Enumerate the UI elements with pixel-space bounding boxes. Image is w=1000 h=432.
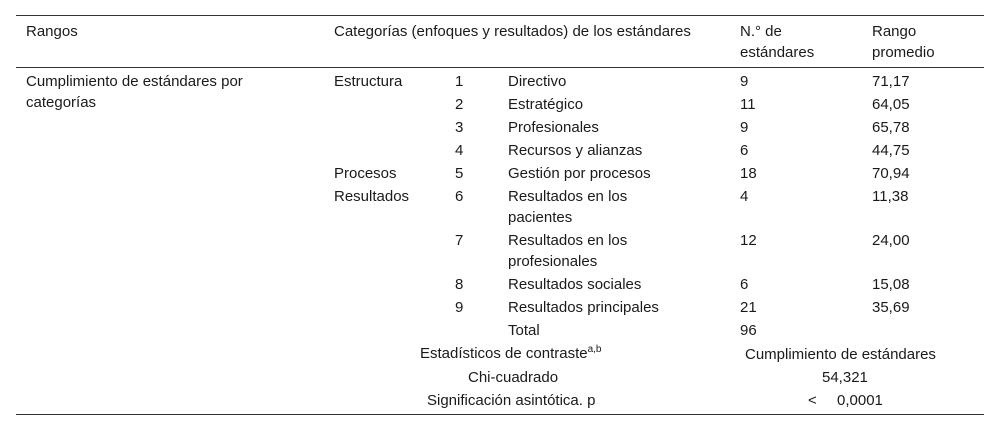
row-n-standards: 9 xyxy=(740,119,749,136)
sig-label: Significación asintótica. p xyxy=(427,392,596,409)
row-n-standards: 11 xyxy=(740,96,756,113)
row-number: 9 xyxy=(455,299,464,316)
row-name: Resultados sociales xyxy=(508,276,642,293)
row-name: Recursos y alianzas xyxy=(508,142,643,159)
row-number: 3 xyxy=(455,119,464,136)
row-n-standards: 21 xyxy=(740,299,757,316)
header-rule xyxy=(16,67,984,68)
bottom-rule xyxy=(16,414,984,415)
row-n-standards: 6 xyxy=(740,142,749,159)
row-rango: 15,08 xyxy=(872,276,910,293)
row-rango: 64,05 xyxy=(872,96,910,113)
row-number: 1 xyxy=(455,73,464,90)
row-number: 4 xyxy=(455,142,464,159)
row-rango: 11,38 xyxy=(872,188,909,205)
group-label: Cumplimiento de estándares por categorías xyxy=(26,73,243,111)
row-name: Directivo xyxy=(508,73,567,90)
total-n: 96 xyxy=(740,322,757,339)
sig-symbol: < xyxy=(808,392,817,409)
row-number: 2 xyxy=(455,96,464,113)
row-n-standards: 18 xyxy=(740,165,757,182)
row-n-standards: 6 xyxy=(740,276,749,293)
sig-value: 0,0001 xyxy=(837,392,883,409)
stats-title-text: Estadísticos de contraste xyxy=(420,345,588,362)
stats-column: Cumplimiento de estándares xyxy=(745,346,936,363)
chi-value: 54,321 xyxy=(822,369,868,386)
stats-title-sup: a,b xyxy=(587,344,602,355)
row-number: 7 xyxy=(455,232,464,249)
row-n-standards: 4 xyxy=(740,188,749,205)
row-name: Gestión por procesos xyxy=(508,165,651,182)
header-rango-promedio: Rango promedio xyxy=(872,23,935,61)
row-rango: 35,69 xyxy=(872,299,910,316)
header-rangos: Rangos xyxy=(26,23,78,40)
row-n-standards: 12 xyxy=(740,232,757,249)
header-categorias: Categorías (enfoques y resultados) de los estándares xyxy=(334,23,691,40)
chi-label: Chi-cuadrado xyxy=(468,369,559,386)
row-rango: 24,00 xyxy=(872,232,910,249)
total-label: Total xyxy=(508,322,540,339)
row-name: Resultados en los profesionales xyxy=(508,232,628,270)
row-rango: 65,78 xyxy=(872,119,910,136)
row-rango: 44,75 xyxy=(872,142,910,159)
row-n-standards: 9 xyxy=(740,73,749,90)
header-n-estandares: N.° de estándares xyxy=(740,23,815,61)
category-procesos: Procesos xyxy=(334,165,397,182)
row-name: Estratégico xyxy=(508,96,584,113)
row-name: Profesionales xyxy=(508,119,599,136)
row-rango: 70,94 xyxy=(872,165,910,182)
category-resultados: Resultados xyxy=(334,188,410,205)
row-name: Resultados en los pacientes xyxy=(508,188,628,226)
category-estructura: Estructura xyxy=(334,73,403,90)
row-name: Resultados principales xyxy=(508,299,659,316)
row-rango: 71,17 xyxy=(872,73,910,90)
row-number: 5 xyxy=(455,165,464,182)
stats-title xyxy=(420,343,602,364)
top-rule xyxy=(16,15,984,16)
row-number: 6 xyxy=(455,188,464,205)
row-number: 8 xyxy=(455,276,464,293)
